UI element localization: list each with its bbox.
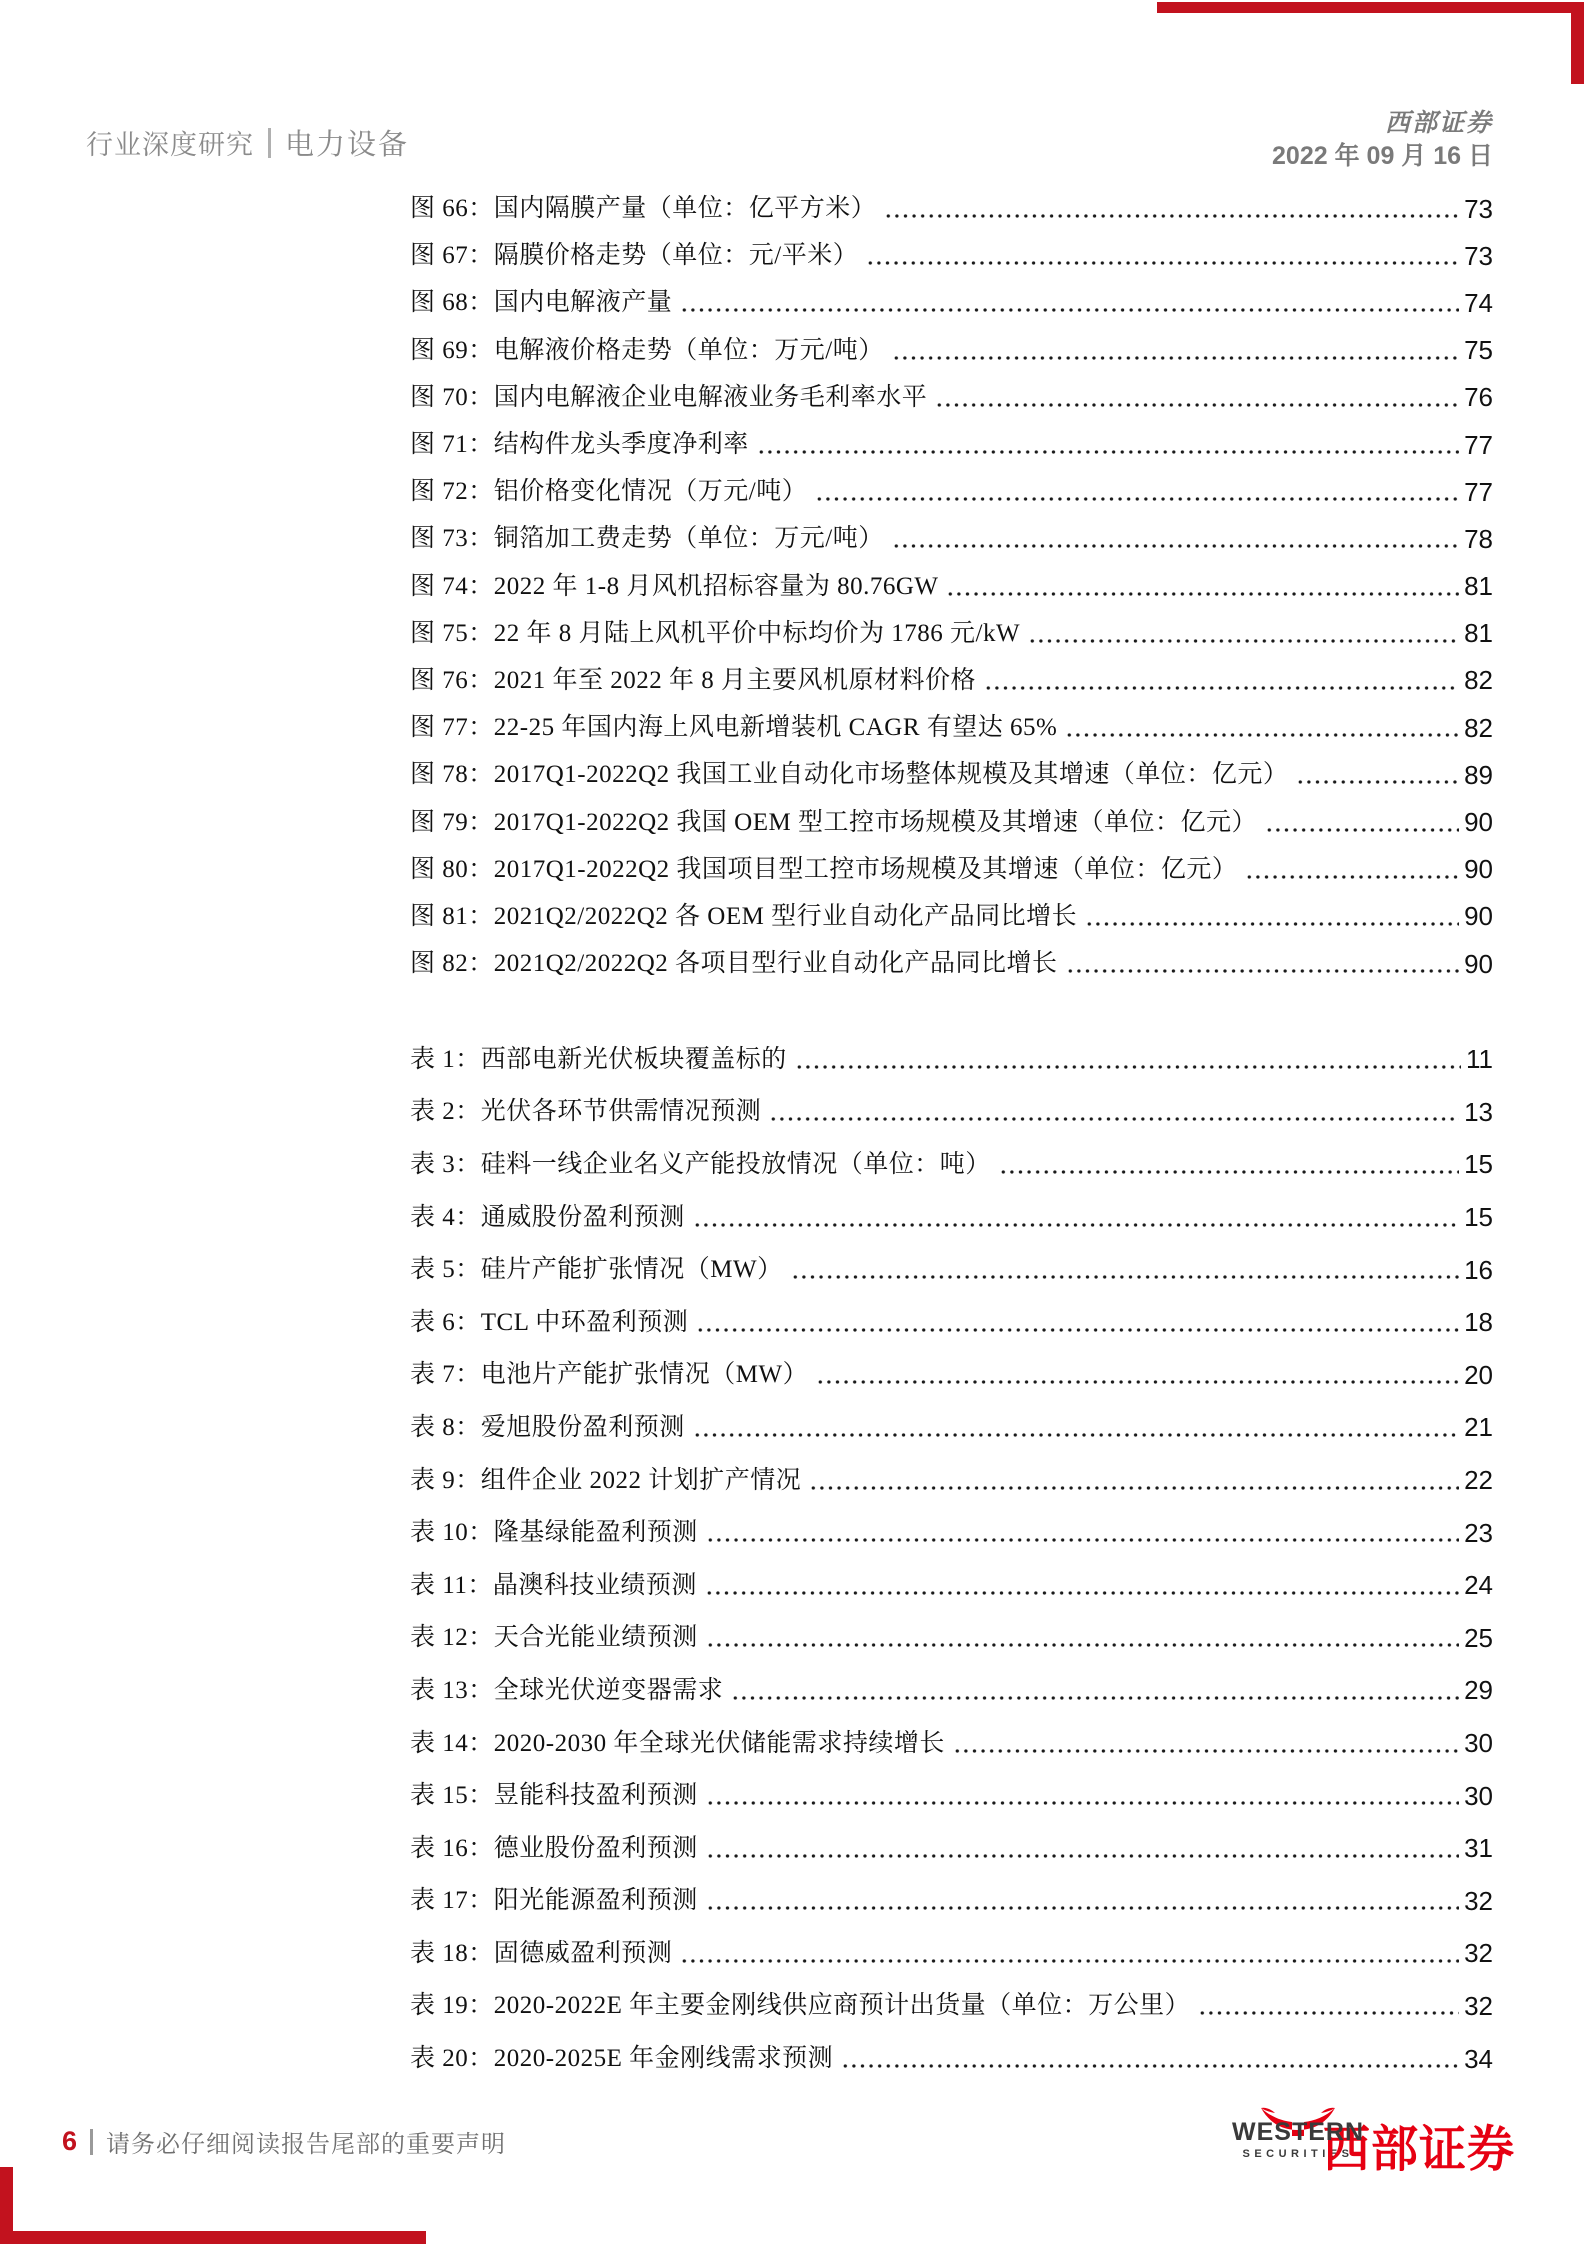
toc-entry-page: 81: [1464, 571, 1493, 602]
toc-entry-label: 图 74：2022 年 1-8 月风机招标容量为 80.76GW: [410, 572, 939, 600]
dot-leader: [1296, 762, 1459, 787]
tables-toc-list: [410, 1033, 1493, 2085]
toc-entry-label: 图 68：国内电解液产量: [410, 289, 673, 317]
dot-leader: [892, 526, 1459, 551]
toc-entry[interactable]: [410, 421, 1493, 468]
toc-entry[interactable]: [410, 1454, 1493, 1507]
toc-entry-label: 图 81：2021Q2/2022Q2 各 OEM 型行业自动化产品同比增长: [410, 902, 1078, 930]
logo-text-western: WESTERN: [1232, 2118, 1364, 2146]
toc-entry-page: 90: [1464, 854, 1493, 885]
toc-entry-page: 15: [1464, 1202, 1493, 1233]
toc-entry-label: 表 4：通威股份盈利预测: [410, 1203, 685, 1231]
toc-entry[interactable]: [410, 1559, 1493, 1612]
toc-entry-page: 90: [1464, 948, 1493, 979]
footer-disclaimer: 请务必仔细阅读报告尾部的重要声明: [106, 2132, 507, 2158]
toc-entry-label: 表 5：硅片产能扩张情况（MW）: [410, 1256, 783, 1284]
toc-entry[interactable]: [410, 1769, 1493, 1822]
dot-leader: [984, 668, 1459, 693]
toc-entry-page: 25: [1464, 1622, 1493, 1653]
toc-entry-page: 82: [1464, 712, 1493, 743]
footer: [62, 2124, 506, 2159]
logo-text-securities: SECURITIES: [1242, 2148, 1354, 2160]
toc-entry-label: 图 72：铝价格变化情况（万元/吨）: [410, 478, 808, 506]
dot-leader: [815, 479, 1459, 504]
dot-leader: [706, 1520, 1459, 1545]
toc-entry-label: 表 15：昱能科技盈利预测: [410, 1782, 698, 1810]
report-date: 2022 年 09 月 16 日: [1272, 142, 1493, 170]
dot-leader: [696, 1310, 1459, 1335]
top-right-corner-bar-horizontal: [1157, 2, 1580, 13]
toc-entry-page: 32: [1464, 1938, 1493, 1969]
dot-leader: [1085, 904, 1459, 929]
dot-leader: [1028, 621, 1459, 646]
dot-leader: [1265, 810, 1459, 835]
toc-entry[interactable]: [410, 1296, 1493, 1349]
toc-entry-page: 73: [1464, 193, 1493, 224]
dot-leader: [841, 2046, 1459, 2071]
toc-entry-label: 表 1：西部电新光伏板块覆盖标的: [410, 1045, 787, 1073]
toc-entry-label: 表 18：固德威盈利预测: [410, 1939, 673, 1967]
toc-entry[interactable]: [410, 610, 1493, 657]
figures-toc-list: [410, 185, 1493, 987]
toc-entry-page: 22: [1464, 1465, 1493, 1496]
toc-entry-label: 表 14：2020-2030 年全球光伏储能需求持续增长: [410, 1729, 945, 1757]
toc-entry[interactable]: [410, 893, 1493, 940]
toc-entry-page: 89: [1464, 759, 1493, 790]
header-left: [86, 122, 409, 163]
toc-entry-label: 表 9：组件企业 2022 计划扩产情况: [410, 1466, 802, 1494]
toc-entry-page: 75: [1464, 335, 1493, 366]
toc-entry-label: 表 2：光伏各环节供需情况预测: [410, 1098, 762, 1126]
toc-entry[interactable]: [410, 515, 1493, 562]
toc-entry-label: 表 13：全球光伏逆变器需求: [410, 1676, 724, 1704]
toc-entry[interactable]: [410, 1875, 1493, 1928]
toc-entry-label: 表 6：TCL 中环盈利预测: [410, 1308, 689, 1336]
toc-entry-label: 表 17：阳光能源盈利预测: [410, 1887, 698, 1915]
dot-leader: [809, 1468, 1459, 1493]
toc-entry-page: 77: [1464, 429, 1493, 460]
toc-entry-label: 表 12：天合光能业绩预测: [410, 1624, 698, 1652]
toc-entry[interactable]: [410, 1612, 1493, 1665]
dot-leader: [706, 1836, 1459, 1861]
dot-leader: [706, 1888, 1459, 1913]
toc-entry[interactable]: [410, 846, 1493, 893]
toc-entry-label: 图 75：22 年 8 月陆上风机平价中标均价为 1786 元/kW: [410, 619, 1021, 647]
dot-leader: [769, 1099, 1459, 1124]
toc-entry-label: 图 79：2017Q1-2022Q2 我国 OEM 型工控市场规模及其增速（单位：亿元）: [410, 808, 1257, 836]
toc-entry[interactable]: [410, 563, 1493, 610]
toc-entry-page: 13: [1464, 1096, 1493, 1127]
toc-entry-label: 表 3：硅料一线企业名义产能投放情况（单位：吨）: [410, 1150, 991, 1178]
dot-leader: [935, 385, 1459, 410]
dot-leader: [1066, 951, 1460, 976]
toc-entry-page: 23: [1464, 1517, 1493, 1548]
dot-leader: [1065, 715, 1459, 740]
toc-entry-label: 图 69：电解液价格走势（单位：万元/吨）: [410, 336, 884, 364]
toc-entry[interactable]: [410, 374, 1493, 421]
toc-entry-page: 31: [1464, 1833, 1493, 1864]
toc-entry-page: 20: [1464, 1359, 1493, 1390]
toc-entry-page: 16: [1464, 1254, 1493, 1285]
toc-entry-page: 77: [1464, 476, 1493, 507]
toc-entry-page: 24: [1464, 1570, 1493, 1601]
toc-entry[interactable]: [410, 1664, 1493, 1717]
toc-entry-label: 表 16：德业股份盈利预测: [410, 1834, 698, 1862]
toc-entry-label: 图 76：2021 年至 2022 年 8 月主要风机原材料价格: [410, 666, 977, 694]
toc-entry-label: 图 71：结构件龙头季度净利率: [410, 431, 749, 459]
toc-entry[interactable]: [410, 940, 1493, 987]
dot-leader: [816, 1362, 1459, 1387]
toc-entry-label: 图 78：2017Q1-2022Q2 我国工业自动化市场整体规模及其增速（单位：亿元）: [410, 761, 1289, 789]
toc-entry-label: 图 82：2021Q2/2022Q2 各项目型行业自动化产品同比增长: [410, 950, 1058, 978]
toc-entry[interactable]: [410, 279, 1493, 326]
toc-entry[interactable]: [410, 1349, 1493, 1402]
toc-entry[interactable]: [410, 657, 1493, 704]
toc-entry-page: 30: [1464, 1780, 1493, 1811]
bottom-footer-bar: [0, 2231, 426, 2244]
toc-entry-label: 图 80：2017Q1-2022Q2 我国项目型工控市场规模及其增速（单位：亿元）: [410, 855, 1238, 883]
toc-entry[interactable]: [410, 1033, 1493, 1086]
dot-leader: [731, 1678, 1459, 1703]
toc-entry-label: 图 77：22-25 年国内海上风电新增装机 CAGR 有望达 65%: [410, 714, 1058, 742]
toc-entry-page: 90: [1464, 807, 1493, 838]
top-right-corner-bar-vertical: [1571, 2, 1584, 84]
toc-entry[interactable]: [410, 1086, 1493, 1139]
toc-entry-label: 图 66：国内隔膜产量（单位：亿平方米）: [410, 195, 877, 223]
toc-entry-label: 表 8：爱旭股份盈利预测: [410, 1413, 685, 1441]
toc-entry[interactable]: [410, 327, 1493, 374]
toc-entry-page: 74: [1464, 287, 1493, 318]
toc-entry[interactable]: [410, 232, 1493, 279]
dot-leader: [946, 574, 1459, 599]
report-sector: 电力设备: [285, 129, 410, 161]
toc-entry-page: 32: [1464, 1990, 1493, 2021]
dot-leader: [680, 1941, 1459, 1966]
toc-entry[interactable]: [410, 1138, 1493, 1191]
dot-leader: [999, 1152, 1459, 1177]
toc-entry-label: 表 20：2020-2025E 年金刚线需求预测: [410, 2045, 834, 2073]
dot-leader: [757, 432, 1459, 457]
toc-entry-label: 图 73：铜箔加工费走势（单位：万元/吨）: [410, 525, 884, 553]
dot-leader: [693, 1205, 1459, 1230]
toc-entry-page: 73: [1464, 240, 1493, 271]
footer-page-number: 6: [62, 2126, 78, 2156]
toc-entry-page: 82: [1464, 665, 1493, 696]
toc-entry[interactable]: [410, 798, 1493, 845]
toc-entry[interactable]: [410, 1822, 1493, 1875]
dot-leader: [1198, 1993, 1459, 2018]
toc-entry-label: 图 70：国内电解液企业电解液业务毛利率水平: [410, 383, 928, 411]
toc-entry[interactable]: [410, 468, 1493, 515]
toc-entry-label: 表 11：晶澳科技业绩预测: [410, 1571, 697, 1599]
toc-entry-page: 18: [1464, 1307, 1493, 1338]
toc-entry[interactable]: [410, 704, 1493, 751]
toc-entry[interactable]: [410, 1191, 1493, 1244]
dot-leader: [693, 1415, 1459, 1440]
toc-entry-page: 15: [1464, 1149, 1493, 1180]
dot-leader: [795, 1047, 1461, 1072]
toc-entry-page: 76: [1464, 382, 1493, 413]
toc-entry[interactable]: [410, 1401, 1493, 1454]
toc-entry[interactable]: [410, 751, 1493, 798]
dot-leader: [1245, 857, 1459, 882]
toc-entry-page: 32: [1464, 1885, 1493, 1916]
dot-leader: [791, 1257, 1460, 1282]
footer-divider: [90, 2129, 93, 2155]
toc-entry-label: 表 10：隆基绿能盈利预测: [410, 1519, 698, 1547]
dot-leader: [884, 196, 1459, 221]
toc-entry[interactable]: [410, 1980, 1493, 2033]
toc-entry-page: 81: [1464, 618, 1493, 649]
toc-entry-label: 表 19：2020-2022E 年主要金刚线供应商预计出货量（单位：万公里）: [410, 1992, 1191, 2020]
dot-leader: [706, 1783, 1459, 1808]
dot-leader: [706, 1625, 1459, 1650]
toc-entry[interactable]: [410, 1717, 1493, 1770]
brand-logo-cn: 西部证券: [1323, 2120, 1515, 2177]
toc-entry-page: 30: [1464, 1728, 1493, 1759]
toc-entry[interactable]: [410, 185, 1493, 232]
header-brand: 西部证券: [1384, 109, 1493, 137]
toc-entry-page: 78: [1464, 523, 1493, 554]
toc-entry-page: 29: [1464, 1675, 1493, 1706]
toc-entry-label: 图 67：隔膜价格走势（单位：元/平米）: [410, 242, 859, 270]
dot-leader: [892, 338, 1459, 363]
report-category: 行业深度研究: [86, 130, 254, 160]
toc-entry-page: 90: [1464, 901, 1493, 932]
toc-entry-page: 11: [1466, 1044, 1493, 1075]
dot-leader: [866, 243, 1459, 268]
toc-entry-page: 21: [1464, 1412, 1493, 1443]
toc-entry[interactable]: [410, 1243, 1493, 1296]
toc-entry-label: 表 7：电池片产能扩张情况（MW）: [410, 1361, 809, 1389]
dot-leader: [680, 290, 1459, 315]
header-divider: [268, 128, 271, 158]
toc-entry[interactable]: [410, 1506, 1493, 1559]
toc-entry[interactable]: [410, 1927, 1493, 1980]
toc-entry[interactable]: [410, 2032, 1493, 2085]
dot-leader: [953, 1731, 1459, 1756]
dot-leader: [705, 1573, 1459, 1598]
toc-entry-page: 34: [1464, 2043, 1493, 2074]
